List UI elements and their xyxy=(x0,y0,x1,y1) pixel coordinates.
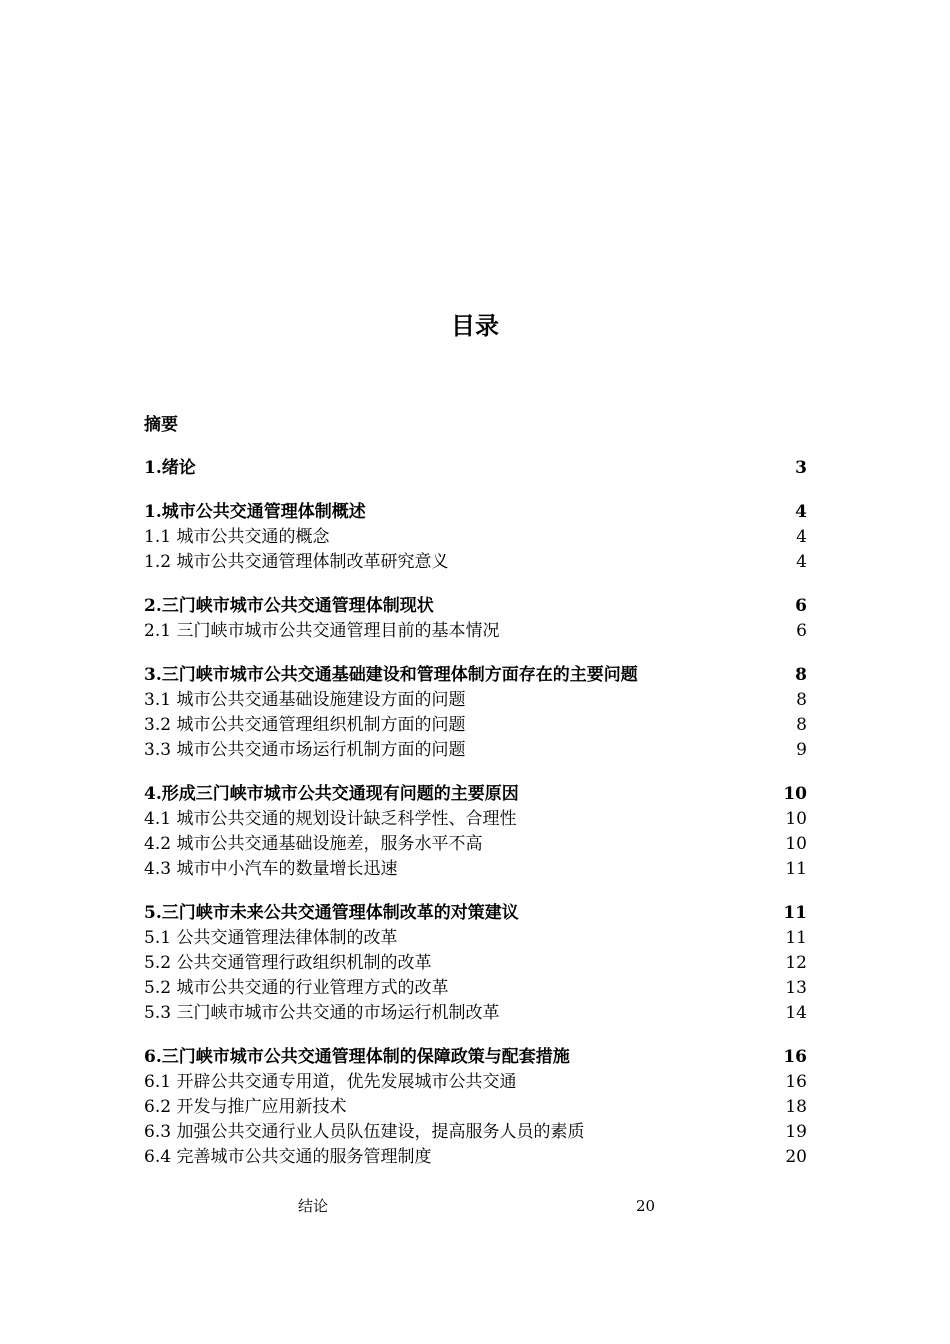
toc-section xyxy=(144,1045,807,1170)
page-title: 目录 xyxy=(451,312,499,340)
toc-heading-page: 6 xyxy=(795,596,807,616)
toc-entry-page: 4 xyxy=(796,552,807,572)
toc-entry-row[interactable] xyxy=(144,926,807,951)
toc-entry-title: 4.3 城市中小汽车的数量增长迅速 xyxy=(144,859,398,879)
toc-heading-row[interactable] xyxy=(144,594,807,619)
toc-entry-page: 10 xyxy=(785,834,807,854)
toc-entry-page: 10 xyxy=(785,809,807,829)
toc-entry-title: 1.1 城市公共交通的概念 xyxy=(144,527,330,547)
toc-entry-page: 11 xyxy=(785,859,807,879)
footer-label: 结论 xyxy=(298,1197,329,1215)
toc-entry-title: 5.2 公共交通管理行政组织机制的改革 xyxy=(144,953,432,973)
toc-section xyxy=(144,663,807,763)
toc-entry-row[interactable] xyxy=(144,525,807,550)
toc-entry-page: 4 xyxy=(796,527,807,547)
toc-heading-page: 16 xyxy=(783,1047,807,1067)
table-of-contents xyxy=(144,413,807,1189)
toc-entry-title: 6.3 加强公共交通行业人员队伍建设，提高服务人员的素质 xyxy=(144,1122,585,1142)
toc-entry-row[interactable] xyxy=(144,1095,807,1120)
toc-section xyxy=(144,901,807,1026)
toc-entry-page: 19 xyxy=(785,1122,807,1142)
toc-heading-row[interactable] xyxy=(144,456,807,481)
toc-heading-row[interactable] xyxy=(144,1045,807,1070)
toc-entry-title: 1.2 城市公共交通管理体制改革研究意义 xyxy=(144,552,449,572)
toc-entry-title: 5.2 城市公共交通的行业管理方式的改革 xyxy=(144,978,449,998)
toc-entry-page: 8 xyxy=(796,715,807,735)
toc-entry-title: 3.3 城市公共交通市场运行机制方面的问题 xyxy=(144,740,466,760)
toc-heading-page: 4 xyxy=(795,502,807,522)
toc-heading-row[interactable] xyxy=(144,901,807,926)
toc-entry-title: 2.1 三门峡市城市公共交通管理目前的基本情况 xyxy=(144,621,500,641)
toc-entry-title: 3.2 城市公共交通管理组织机制方面的问题 xyxy=(144,715,466,735)
toc-entry-row[interactable] xyxy=(144,713,807,738)
toc-entry-row[interactable] xyxy=(144,1145,807,1170)
toc-entry-page: 18 xyxy=(785,1097,807,1117)
toc-entry-row[interactable] xyxy=(144,1001,807,1026)
toc-entry-page: 6 xyxy=(796,621,807,641)
toc-entry-page: 14 xyxy=(785,1003,807,1023)
toc-entry-row[interactable] xyxy=(144,738,807,763)
toc-entry-page: 11 xyxy=(785,928,807,948)
toc-section xyxy=(144,782,807,882)
toc-entry-title: 3.1 城市公共交通基础设施建设方面的问题 xyxy=(144,690,466,710)
toc-heading-page: 11 xyxy=(783,903,807,923)
toc-entry-page: 9 xyxy=(796,740,807,760)
toc-entry-title: 5.1 公共交通管理法律体制的改革 xyxy=(144,928,398,948)
toc-entry-row[interactable] xyxy=(144,1120,807,1145)
toc-entry-row[interactable] xyxy=(144,807,807,832)
toc-entry-title: 5.3 三门峡市城市公共交通的市场运行机制改革 xyxy=(144,1003,500,1023)
toc-heading-page: 10 xyxy=(783,784,807,804)
toc-entry-row[interactable] xyxy=(144,619,807,644)
toc-entry-row[interactable] xyxy=(144,976,807,1001)
toc-entry-row[interactable] xyxy=(144,951,807,976)
toc-entry-title: 4.2 城市公共交通基础设施差，服务水平不高 xyxy=(144,834,483,854)
toc-heading-title: 1.绪论 xyxy=(144,458,196,478)
toc-entry-page: 20 xyxy=(785,1147,807,1167)
toc-entry-page: 8 xyxy=(796,690,807,710)
toc-entry-row[interactable] xyxy=(144,857,807,882)
toc-heading-row[interactable] xyxy=(144,500,807,525)
toc-entry-row[interactable] xyxy=(144,832,807,857)
toc-heading-page: 8 xyxy=(795,665,807,685)
toc-entry-page: 16 xyxy=(785,1072,807,1092)
toc-entry-title: 6.2 开发与推广应用新技术 xyxy=(144,1097,347,1117)
toc-abstract: 摘要 xyxy=(144,415,178,435)
toc-section xyxy=(144,594,807,644)
toc-entry-title: 4.1 城市公共交通的规划设计缺乏科学性、合理性 xyxy=(144,809,517,829)
toc-heading-title: 4.形成三门峡市城市公共交通现有问题的主要原因 xyxy=(144,784,519,804)
toc-entry-page: 13 xyxy=(785,978,807,998)
toc-entry-title: 6.1 开辟公共交通专用道，优先发展城市公共交通 xyxy=(144,1072,517,1092)
toc-heading-title: 3.三门峡市城市公共交通基础建设和管理体制方面存在的主要问题 xyxy=(144,665,638,685)
toc-heading-title: 6.三门峡市城市公共交通管理体制的保障政策与配套措施 xyxy=(144,1047,570,1067)
toc-entry-row[interactable] xyxy=(144,550,807,575)
toc-heading-title: 2.三门峡市城市公共交通管理体制现状 xyxy=(144,596,434,616)
toc-entry-title: 6.4 完善城市公共交通的服务管理制度 xyxy=(144,1147,432,1167)
toc-entry-row[interactable] xyxy=(144,1070,807,1095)
toc-heading-title: 1.城市公共交通管理体制概述 xyxy=(144,502,366,522)
toc-heading-row[interactable] xyxy=(144,663,807,688)
toc-entry-row[interactable] xyxy=(144,688,807,713)
toc-heading-title: 5.三门峡市未来公共交通管理体制改革的对策建议 xyxy=(144,903,519,923)
toc-heading-row[interactable] xyxy=(144,782,807,807)
footer-page-number: 20 xyxy=(636,1197,656,1215)
toc-entry-page: 12 xyxy=(785,953,807,973)
toc-section xyxy=(144,456,807,481)
toc-section xyxy=(144,500,807,575)
toc-heading-page: 3 xyxy=(795,458,807,478)
